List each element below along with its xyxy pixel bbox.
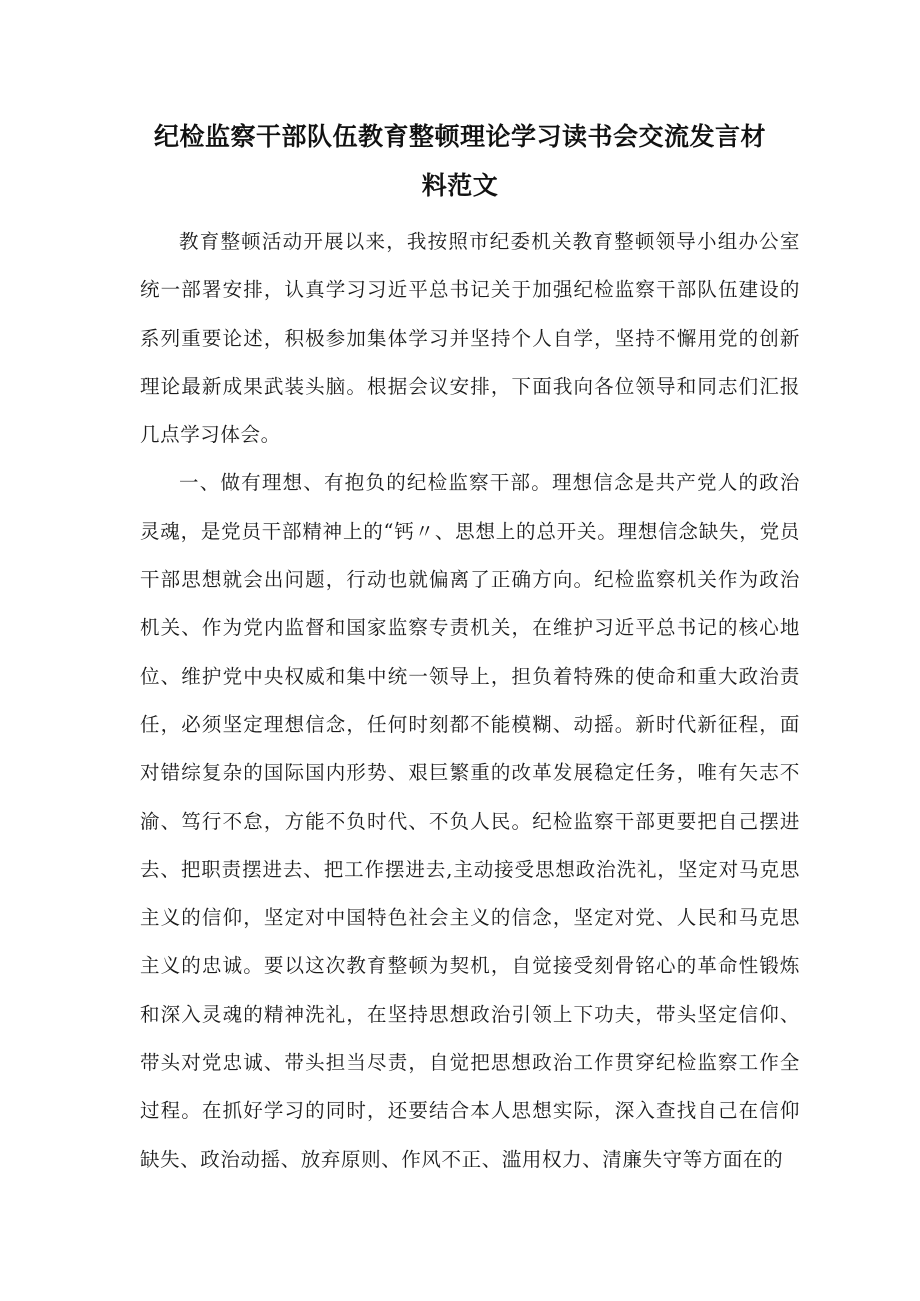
paragraph-section-one: 一、做有理想、有抱负的纪检监察干部。理想信念是共产党人的政治灵魂，是党员干部精神上的“钙〃、思想上的总开关。理想信念缺失，党员干部思想就会出问题，行动也就偏离了正确方向。纪检监察机关作为政治机关、作为党内监督和国家监察专责机关，在维护习近平总书记的核心地位、维护党中央权威和集中统一领导上，担负着特殊的使命和重大政治责任，必须坚定理想信念，任何时刻都不能模糊、动摇。新时代新征程，面对错综复杂的国际国内形势、艰巨繁重的改革发展稳定任务，唯有矢志不渝、笃行不怠，方能不负时代、不负人民。纪检监察干部更要把自己摆进去、把职责摆进去、把工作摆进去,主动接受思想政治洗礼，坚定对马克思主义的信仰，坚定对中国特色社会主义的信念，坚定对党、人民和马克思主义的忠诚。要以这次教育整顿为契机，自觉接受刻骨铭心的革命性锻炼和深入灵魂的精神洗礼，在坚持思想政治引领上下功夫，带头坚定信仰、带头对党忠诚、带头担当尽责，自觉把思想政治工作贯穿纪检监察工作全过程。在抓好学习的同时，还要结合本人思想实际，深入查找自己在信仰缺失、政治动摇、放弃原则、作风不正、滥用权力、清廉失守等方面在的	[140, 471, 800, 1171]
document-title-line-1: 纪检监察干部队伍教育整顿理论学习读书会交流发言材	[153, 122, 766, 151]
document-title-line-2: 料范文	[421, 171, 499, 200]
paragraph-intro: 教育整顿活动开展以来，我按照市纪委机关教育整顿领导小组办公室统一部署安排，认真学习习近平总书记关于加强纪检监察干部队伍建设的系列重要论述，积极参加集体学习并坚持个人自学，坚持不懈用党的创新理论最新成果武装头脑。根据会议安排，下面我向各位领导和同志们汇报几点学习体会。	[140, 230, 800, 447]
document-body	[140, 218, 800, 1184]
